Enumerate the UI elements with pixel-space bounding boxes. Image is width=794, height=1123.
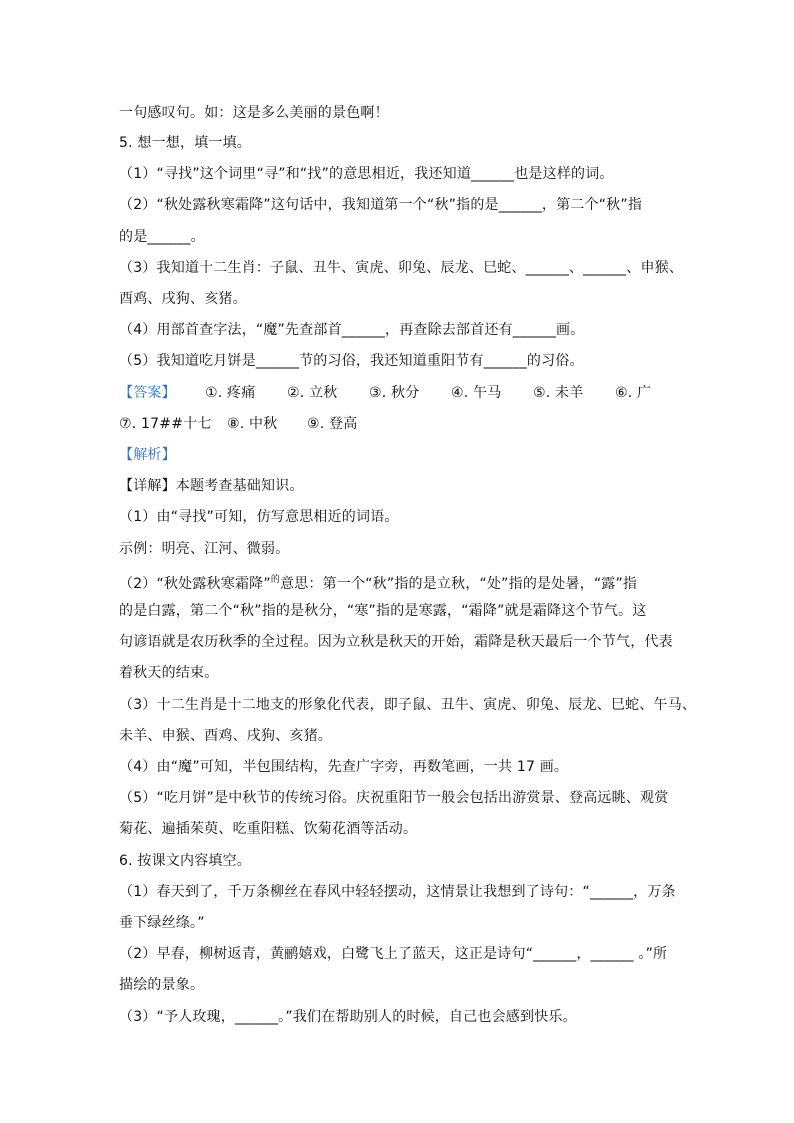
answer-tag: 【答案】: [119, 385, 176, 401]
analysis-2-text: （2）“秋处露秋寒霜降”: [119, 576, 271, 592]
analysis-detail: 【详解】本题考查基础知识。: [119, 478, 304, 494]
analysis-tag: 【解析】: [119, 447, 176, 463]
text-line: 一句感叹句。如：这是多么美丽的景色啊！: [119, 105, 389, 121]
analysis-2: [119, 570, 637, 594]
answer-item: ⑦. 17##十七: [119, 416, 212, 432]
answer-item: ⑧. 中秋: [227, 416, 278, 432]
analysis-2-superscript: 的: [270, 575, 281, 585]
answer-item: ⑥. 广: [615, 385, 652, 401]
analysis-3: （3）十二生肖是十二地支的形象化代表，即子鼠、丑牛、寅虎、卯兔、辰龙、巳蛇、午马、: [119, 697, 697, 713]
question-6-1: （1）春天到了，千万条柳丝在春风中轻轻摆动，这情景让我想到了诗句：“______，万条: [119, 884, 676, 900]
question-5-3: （3）我知道十二生肖：子鼠、丑牛、寅虎、卯兔、辰龙、巳蛇、______、______、申猴、: [119, 260, 684, 276]
analysis-2-line: 句谚语就是农历秋季的全过程。因为立秋是秋天的开始，霜降是秋天最后一个节气，代表: [119, 634, 673, 650]
question-5-2: （2）“秋处露秋寒霜降”这句话中，我知道第一个“秋”指的是______，第二个“秋”指: [119, 197, 643, 213]
analysis-5: （5）“吃月饼”是中秋节的传统习俗。庆祝重阳节一般会包括出游赏景、登高远眺、观赏: [119, 790, 669, 806]
analysis-3-line: 未羊、申猴、酉鸡、戌狗、亥猪。: [119, 728, 332, 744]
analysis-2-line: 着秋天的结束。: [119, 665, 219, 681]
question-5-1: （1）“寻找”这个词里“寻”和“找”的意思相近，我还知道______也是这样的词。: [119, 166, 614, 182]
analysis-2-line: 的是白露，第二个“秋”指的是秋分，“寒”指的是寒露，“霜降”就是霜降这个节气。这: [119, 603, 647, 619]
question-6-3: （3）“予人玫瑰，______。”我们在帮助别人的时候，自己也会感到快乐。: [119, 1009, 577, 1025]
question-5-5: （5）我知道吃月饼是______节的习俗，我还知道重阳节有______的习俗。: [119, 353, 584, 369]
question-5-2-cont: 的是______。: [119, 229, 205, 245]
question-6-1-cont: 垂下绿丝绦。”: [119, 915, 205, 931]
question-6-2-cont: 描绘的景象。: [119, 977, 205, 993]
analysis-2-text: 意思：第一个“秋”指的是立秋，“处”指的是处暑，“露”指: [280, 576, 638, 592]
answer-item: ④. 午马: [451, 385, 502, 401]
question-6-2: （2）早春，柳树返青，黄鹂嬉戏，白鹭飞上了蓝天，这正是诗句“______，______ 。”所: [119, 946, 668, 962]
question-5-3-cont: 酉鸡、戌狗、亥猪。: [119, 291, 247, 307]
analysis-5-line: 菊花、遍插茱萸、吃重阳糕、饮菊花酒等活动。: [119, 821, 418, 837]
answer-item: ①. 疼痛: [205, 385, 256, 401]
question-6-title: 6. 按课文内容填空。: [119, 853, 252, 869]
answer-row-2: [119, 414, 358, 434]
answer-row-1: [119, 383, 652, 403]
answer-item: ②. 立秋: [287, 385, 338, 401]
analysis-4: （4）由“魔”可知，半包围结构，先查广字旁，再数笔画，一共 17 画。: [119, 759, 569, 775]
answer-item: ⑨. 登高: [307, 416, 358, 432]
answer-item: ⑤. 未羊: [533, 385, 584, 401]
analysis-1-example: 示例：明亮、江河、微弱。: [119, 541, 290, 557]
question-5-title: 5. 想一想，填一填。: [119, 135, 252, 151]
analysis-1: （1）由“寻找”可知，仿写意思相近的词语。: [119, 509, 399, 525]
answer-item: ③. 秋分: [369, 385, 420, 401]
question-5-4: （4）用部首查字法，“魔”先查部首______，再查除去部首还有______画。: [119, 322, 585, 338]
